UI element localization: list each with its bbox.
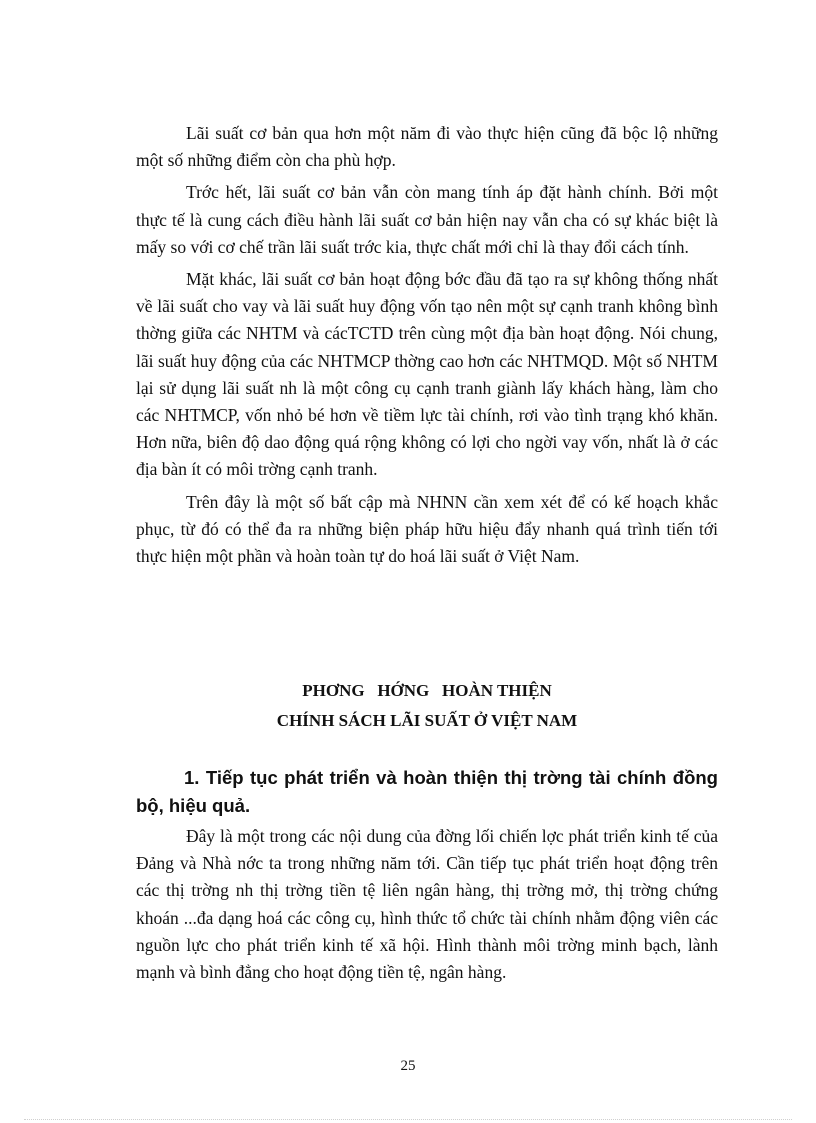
paragraph-administrative-nature: Trớc hết, lãi suất cơ bản vẫn còn mang tính áp đặt hành chính. Bởi một thực tế là cung cách điều hành lãi suất cơ bản hiện nay vẫn cha có sự khác biệt là mấy so với cơ chế trần lãi suất trớc kia, thực chất mới chỉ là thay đổi cách tính. [136, 182, 718, 257]
subsection-text [136, 823, 718, 991]
page-number: 25 [400, 1058, 416, 1074]
section-heading [136, 676, 718, 736]
section-one-text [136, 120, 718, 575]
heading-line-1: PHƠNG HỚNG HOÀN THIỆN [302, 681, 552, 700]
subsection-title: 1. Tiếp tục phát triển và hoàn thiện thị trờng tài chính đồng bộ, hiệu quả. [136, 767, 718, 816]
paragraph-financial-market: Đây là một trong các nội dung của đờng lối chiến lợc phát triển kinh tế của Đảng và Nhà nớc ta trong những năm tới. Cần tiếp tục phát triển hoạt động trên các thị trờng nh thị trờng tiền tệ liên ngân hàng, thị trờng mở, thị trờng chứng khoán ...đa dạng hoá các công cụ, hình thức tổ chức tài chính nhằm động viên các nguồn lực cho phát triển kinh tế xã hội. Hình thành môi trờng minh bạch, lành mạnh và bình đẳng cho hoạt động tiền tệ, ngân hàng. [136, 826, 718, 983]
paragraph-shortcomings-summary: Trên đây là một số bất cập mà NHNN cần xem xét để có kế hoạch khắc phục, từ đó có thể đa ra những biện pháp hữu hiệu đẩy nhanh quá trình tiến tới thực hiện một phần và hoàn toàn tự do hoá lãi suất ở Việt Nam. [136, 491, 718, 567]
paragraph-basic-rate-intro: Lãi suất cơ bản qua hơn một năm đi vào thực hiện cũng đã bộc lộ những một số những điểm còn cha phù hợp. [136, 123, 718, 171]
bottom-divider [24, 1119, 792, 1120]
heading-line-2: CHÍNH SÁCH LÃI SUẤT Ở VIỆT NAM [276, 711, 578, 730]
paragraph-competition-issues: Mặt khác, lãi suất cơ bản hoạt động bớc đầu đã tạo ra sự không thống nhất về lãi suất cho vay và lãi suất huy động vốn tạo nên một sự cạnh tranh không bình thờng giữa các NHTM và cácTCTD trên cùng một địa bàn hoạt động. Nói chung, lãi suất huy động của các NHTMCP thờng cao hơn các NHTMQD. Một số NHTM lại sử dụng lãi suất nh là một công cụ cạnh tranh giành lấy khách hàng, làm cho các NHTMCP, vốn nhỏ bé hơn về tiềm lực tài chính, rơi vào tình trạng khó khăn. Hơn nữa, biên độ dao động quá rộng không có lợi cho ngời vay vốn, nhất là ở các địa bàn ít có môi trờng cạnh tranh. [136, 269, 718, 480]
